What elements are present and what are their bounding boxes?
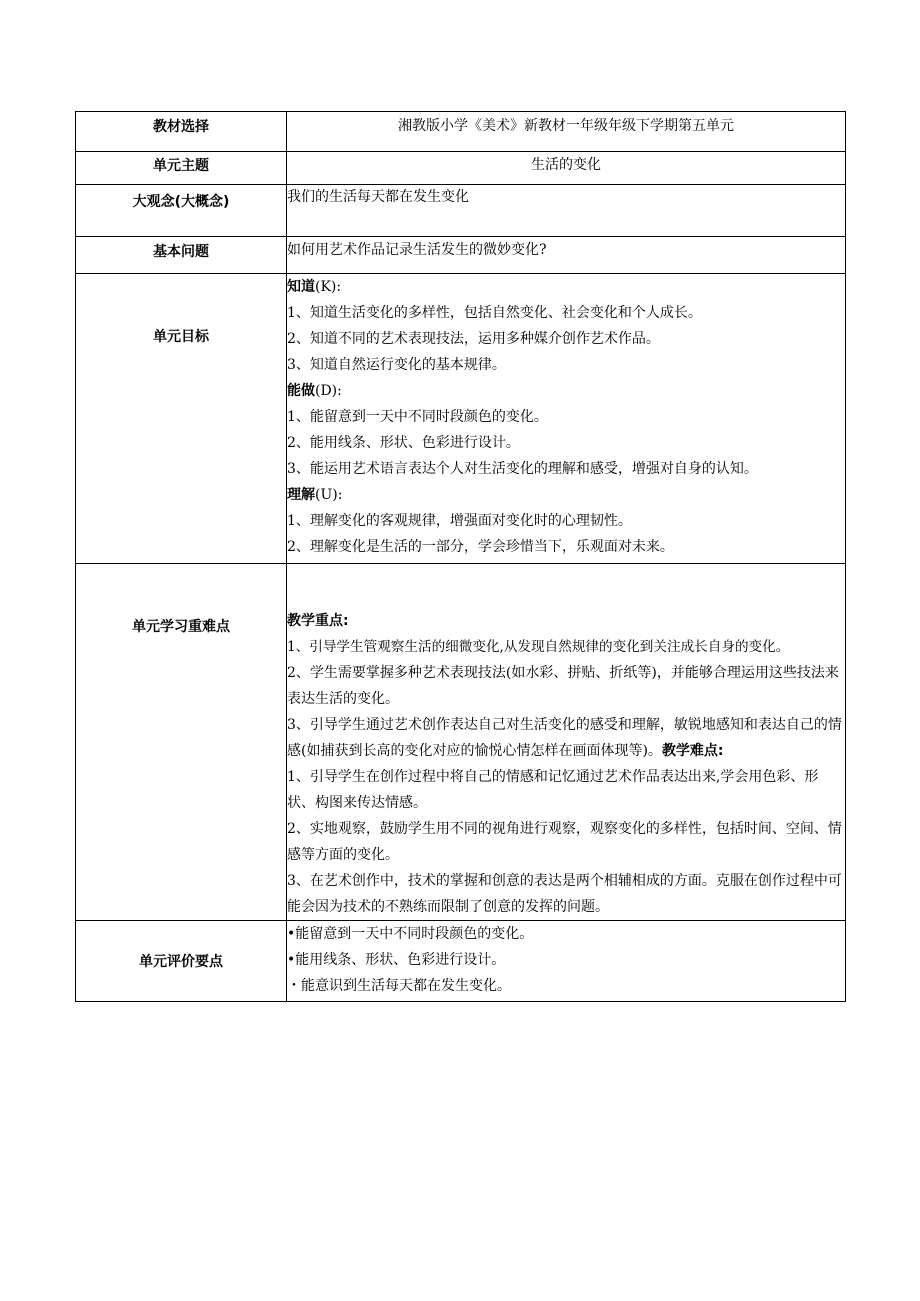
difficulty-item: 3、在艺术创作中，技术的掌握和创意的表达是两个相辅相成的方面。克服在创作过程中可能会因为技术的不熟练而限制了创意的发挥的问题。 xyxy=(287,873,842,915)
do-head: 能做 xyxy=(287,383,315,399)
goals-know-item: 1、知道生活变化的多样性，包括自然变化、社会变化和个人成长。 xyxy=(287,305,702,321)
label-keys-text: 单元学习重难点 xyxy=(132,619,230,635)
label-big-idea xyxy=(76,185,287,237)
label-eval-text: 单元评价要点 xyxy=(139,954,223,970)
row-keys xyxy=(76,564,846,921)
row-theme xyxy=(76,152,846,185)
label-material xyxy=(76,112,287,152)
value-goals xyxy=(287,274,846,564)
label-big-idea-text: 大观念(大概念) xyxy=(132,194,230,210)
know-head: 知道 xyxy=(287,279,315,295)
value-theme xyxy=(287,152,846,185)
value-eval xyxy=(287,921,846,1002)
eval-item: •能用线条、形状、色彩进行设计。 xyxy=(287,952,506,968)
goals-do-heading xyxy=(287,378,845,404)
label-theme-text: 单元主题 xyxy=(153,158,209,174)
goals-know-heading xyxy=(287,274,845,300)
label-material-text: 教材选择 xyxy=(153,119,209,135)
focus-item xyxy=(287,712,845,764)
goals-understand-item: 2、理解变化是生活的一部分，学会珍惜当下，乐观面对未来。 xyxy=(287,539,674,555)
goals-know-item: 3、知道自然运行变化的基本规律。 xyxy=(287,357,506,373)
focus-item-3-text: 3、引导学生通过艺术创作表达自己对生活变化的感受和理解，敏锐地感知和表达自己的情感(如捕获到长高的变化对应的愉悦心情怎样在画面体现等)。 xyxy=(287,717,842,759)
value-material-text: 湘教版小学《美术》新教材一年级年级下学期第五单元 xyxy=(398,118,734,134)
difficulty-item: 1、引导学生在创作过程中将自己的情感和记忆通过艺术作品表达出来,学会用色彩、形状、构图来传达情感。 xyxy=(287,769,819,811)
goals-understand-heading xyxy=(287,482,845,508)
row-material xyxy=(76,112,846,152)
row-question xyxy=(76,237,846,274)
goals-understand-item: 1、理解变化的客观规律，增强面对变化时的心理韧性。 xyxy=(287,513,632,529)
value-big-idea-text: 我们的生活每天都在发生变化 xyxy=(287,189,469,205)
value-material xyxy=(287,112,846,152)
label-goals xyxy=(76,274,287,564)
value-question-text: 如何用艺术作品记录生活发生的微妙变化? xyxy=(287,242,547,258)
value-question xyxy=(287,237,846,274)
label-goals-text: 单元目标 xyxy=(153,329,209,345)
label-question xyxy=(76,237,287,274)
value-big-idea xyxy=(287,185,846,237)
value-keys xyxy=(287,564,846,921)
label-question-text: 基本问题 xyxy=(153,244,209,260)
unit-plan-table xyxy=(75,111,846,1002)
row-goals xyxy=(76,274,846,564)
focus-item: 2、学生需要掌握多种艺术表现技法(如水彩、拼贴、折纸等)，并能够合理运用这些技法来表达生活的变化。 xyxy=(287,665,839,707)
row-big-idea xyxy=(76,185,846,237)
focus-heading: 教学重点: xyxy=(287,613,349,629)
eval-item: •能留意到一天中不同时段颜色的变化。 xyxy=(287,926,534,942)
know-tail: (K): xyxy=(315,279,342,295)
label-eval xyxy=(76,921,287,1002)
goals-do-item: 1、能留意到一天中不同时段颜色的变化。 xyxy=(287,409,548,425)
eval-item: ・能意识到生活每天都在发生变化。 xyxy=(287,978,511,994)
goals-know-item: 2、知道不同的艺术表现技法，运用多种媒介创作艺术作品。 xyxy=(287,331,660,347)
difficulty-item: 2、实地观察，鼓励学生用不同的视角进行观察，观察变化的多样性，包括时间、空间、情感等方面的变化。 xyxy=(287,821,842,863)
und-tail: (U): xyxy=(315,487,343,503)
goals-do-item: 2、能用线条、形状、色彩进行设计。 xyxy=(287,435,520,451)
row-eval xyxy=(76,921,846,1002)
do-tail: (D): xyxy=(315,383,342,399)
und-head: 理解 xyxy=(287,487,315,503)
label-keys xyxy=(76,564,287,921)
value-theme-text: 生活的变化 xyxy=(531,157,601,173)
difficulty-heading: 教学难点: xyxy=(661,743,724,759)
focus-item: 1、引导学生管观察生活的细微变化,从发现自然规律的变化到关注成长自身的变化。 xyxy=(287,639,790,655)
label-theme xyxy=(76,152,287,185)
goals-do-item: 3、能运用艺术语言表达个人对生活变化的理解和感受，增强对自身的认知。 xyxy=(287,461,758,477)
